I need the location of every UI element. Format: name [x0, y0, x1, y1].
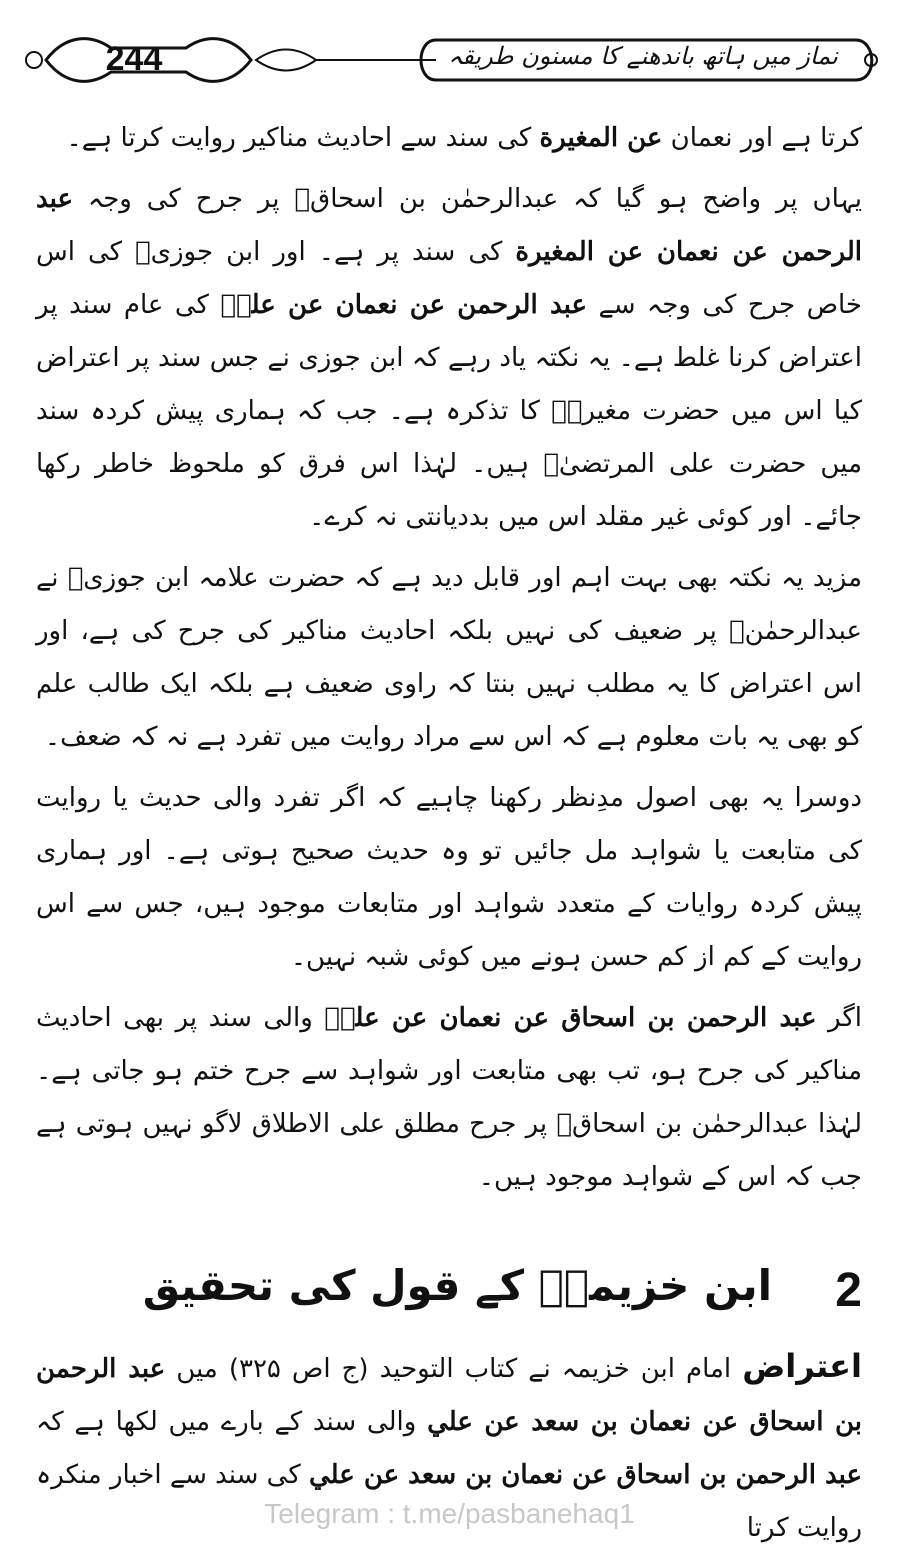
page-number: 244 — [105, 40, 163, 78]
arabic-chain-text: عبد الرحمن بن اسحاق عن نعمان عن عليؓ — [324, 1003, 817, 1033]
paragraph-5 — [36, 992, 862, 1204]
body-text — [36, 112, 862, 1212]
arabic-chain-text: عبد الرحمن بن اسحاق عن نعمان بن سعد عن علي — [36, 1354, 862, 1437]
arabic-chain-text: عبد الرحمن عن نعمان عن عليؓ — [220, 290, 587, 320]
paragraph-3 — [36, 552, 862, 764]
running-header-title: نماز میں ہاتھ باندھنے کا مسنون طریقہ — [448, 42, 838, 70]
urdu-text: امام ابن خزیمہ نے کتاب التوحید (ج اص ۳۲۵) میں — [165, 1354, 732, 1384]
urdu-text: کی سند پر ہے۔ اور ابن جوزیؒ کی اس خاص جرح کی وجہ سے — [36, 237, 862, 320]
objection-label: اعتراض — [742, 1347, 862, 1385]
urdu-text: والی سند کے بارے میں لکھا ہے کہ — [36, 1407, 428, 1437]
urdu-text: یہاں پر واضح ہو گیا کہ عبدالرحمٰن بن اسحاقؒ پر جرح کی وجہ — [73, 184, 862, 214]
urdu-text: اگر — [816, 1003, 862, 1033]
urdu-text: کی عام سند پر اعتراض کرنا غلط ہے۔ یہ نکتہ یاد رہے کہ ابن جوزی نے جس سند پر اعتراض کیا اس میں حضرت مغیرہؓ کا تذکرہ ہے۔ جب کہ ہماری پیش کردہ سند میں حضرت علی المرتضیٰؓ ہیں۔ لہٰذا اس فرق کو ملحوظ خاطر رکھا جائے۔ اور کوئی غیر مقلد اس میں بددیانتی نہ کرے۔ — [36, 290, 862, 532]
urdu-text: کرتا ہے اور نعمان — [662, 123, 862, 153]
urdu-text: دوسرا یہ بھی اصول مدِنظر رکھنا چاہیے کہ اگر تفرد والی حدیث یا روایت کی متابعت یا شواہد مل جائیں تو وہ حدیث صحیح ہوتی ہے۔ اور ہماری پیش کردہ روایات کے متعدد شواہد اور متابعات موجود ہیں، جس سے اس روایت کے کم از کم حسن ہونے میں کوئی شبہ نہیں۔ — [36, 783, 862, 972]
paragraph-4 — [36, 772, 862, 984]
urdu-text: کی سند سے احادیث مناکیر روایت کرتا ہے۔ — [66, 123, 540, 153]
arabic-chain-text: عن المغيرة — [539, 123, 663, 153]
paragraph-2 — [36, 173, 862, 544]
urdu-text: والی سند پر بھی احادیث مناکیر کی جرح ہو، تب بھی متابعت اور شواہد سے جرح ختم ہو جاتی ہے۔ لہٰذا عبدالرحمٰن بن اسحاقؒ پر جرح مطلق علی الاطلاق لاگو نہیں ہوتی ہے جب کہ اس کے شواہد موجود ہیں۔ — [36, 1003, 862, 1192]
telegram-watermark: Telegram : t.me/pasbanehaq1 — [264, 1498, 635, 1529]
section-title: ابن خزیمہؒ کے قول کی تحقیق — [142, 1261, 772, 1310]
section-heading — [36, 1255, 862, 1335]
urdu-text: مزید یہ نکتہ بھی بہت اہم اور قابل دید ہے کہ حضرت علامہ ابن جوزیؒ نے عبدالرحمٰنؒ پر ضعیف کی نہیں بلکہ احادیث مناکیر کی جرح کی ہے، اور اس اعتراض کا یہ مطلب نہیں بنتا کہ راوی ضعیف ہے بلکہ ایک طالب علم کو بھی یہ بات معلوم ہے کہ اس سے مراد روایت میں تفرد ہے نہ کہ ضعف۔ — [36, 563, 862, 752]
urdu-text: کی سند سے اخبار منکرہ روایت کرتا — [35, 1460, 862, 1543]
arabic-chain-text: عبد الرحمن بن اسحاق عن نعمان بن سعد عن علي — [308, 1460, 862, 1490]
section-number: 2 — [835, 1264, 862, 1317]
page-header — [16, 28, 883, 92]
paragraph-1 — [36, 112, 862, 165]
arabic-chain-text: عبد الرحمن عن نعمان عن المغيرة — [36, 184, 862, 267]
